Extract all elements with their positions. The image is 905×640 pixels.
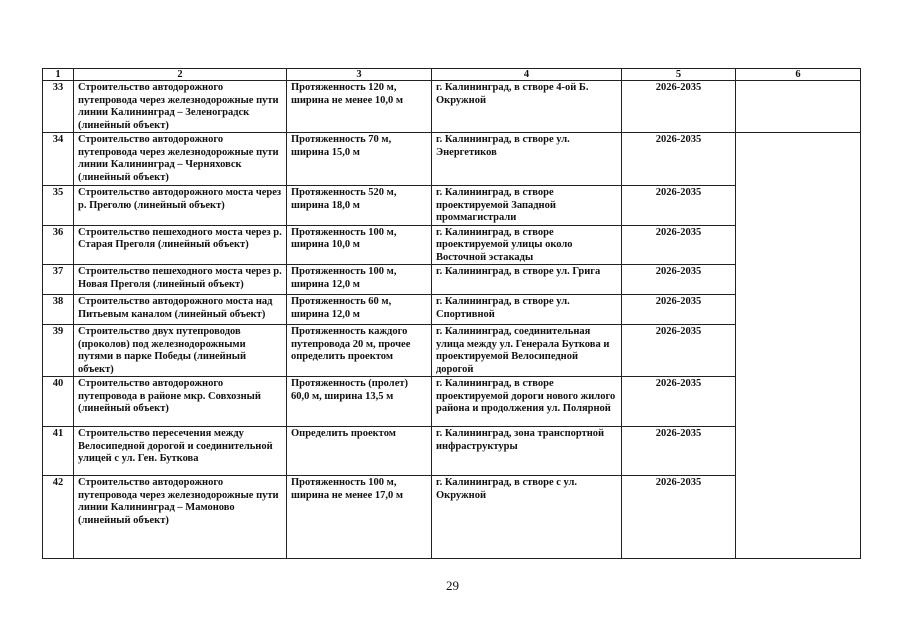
- row-number: 35: [43, 186, 74, 226]
- object-period: 2026-2035: [622, 476, 736, 559]
- object-period: 2026-2035: [622, 225, 736, 265]
- object-location: г. Калининград, в створе ул. Спортивной: [432, 295, 622, 325]
- object-note: [736, 186, 861, 226]
- object-note: [736, 427, 861, 476]
- row-number: 37: [43, 265, 74, 295]
- table-row: [43, 186, 861, 226]
- row-number: 36: [43, 225, 74, 265]
- object-params: Протяженность 120 м, ширина не менее 10,0 м: [287, 81, 432, 133]
- table-row: [43, 225, 861, 265]
- table-row: [43, 295, 861, 325]
- object-params: Протяженность 100 м, ширина не менее 17,0 м: [287, 476, 432, 559]
- object-period: 2026-2035: [622, 265, 736, 295]
- row-number: 34: [43, 133, 74, 186]
- object-name: Строительство автодорожного путепровода через железнодорожные пути линии Калининград – Мамоново (линейный объект): [74, 476, 287, 559]
- object-note: [736, 265, 861, 295]
- row-number: 33: [43, 81, 74, 133]
- table-row: [43, 427, 861, 476]
- object-name: Строительство пешеходного моста через р. Старая Преголя (линейный объект): [74, 225, 287, 265]
- object-note: [736, 325, 861, 377]
- object-params: Протяженность 520 м, ширина 18,0 м: [287, 186, 432, 226]
- object-location: г. Калининград, в створе ул. Энергетиков: [432, 133, 622, 186]
- row-number: 38: [43, 295, 74, 325]
- object-location: г. Калининград, в створе 4-ой Б. Окружной: [432, 81, 622, 133]
- object-note: [736, 377, 861, 427]
- object-params: Протяженность 100 м, ширина 12,0 м: [287, 265, 432, 295]
- object-name: Строительство автодорожного моста через р. Преголю (линейный объект): [74, 186, 287, 226]
- object-params: Протяженность 70 м, ширина 15,0 м: [287, 133, 432, 186]
- object-name: Строительство автодорожного моста над Питьевым каналом (линейный объект): [74, 295, 287, 325]
- object-name: Строительство пересечения между Велосипедной дорогой и соединительной улицей с ул. Ген. Буткова: [74, 427, 287, 476]
- object-period: 2026-2035: [622, 427, 736, 476]
- object-location: г. Калининград, в створе проектируемой дороги нового жилого района и продолжения ул. Полярной: [432, 377, 622, 427]
- object-name: Строительство двух путепроводов (проколов) под железнодорожными путями в парке Победы (линейный объект): [74, 325, 287, 377]
- table-row: [43, 265, 861, 295]
- object-name: Строительство автодорожного путепровода через железнодорожные пути линии Калининград – Зеленоградск (линейный объект): [74, 81, 287, 133]
- table-row: [43, 81, 861, 133]
- object-location: г. Калининград, зона транспортной инфраструктуры: [432, 427, 622, 476]
- object-location: г. Калининград, в створе проектируемой Западной проммагистрали: [432, 186, 622, 226]
- object-name: Строительство автодорожного путепровода через железнодорожные пути линии Калининград – Черняховск (линейный объект): [74, 133, 287, 186]
- row-number: 40: [43, 377, 74, 427]
- object-period: 2026-2035: [622, 377, 736, 427]
- object-note: [736, 295, 861, 325]
- header-col-1: 1: [43, 69, 74, 81]
- table-row: [43, 325, 861, 377]
- object-name: Строительство автодорожного путепровода в районе мкр. Совхозный (линейный объект): [74, 377, 287, 427]
- object-name: Строительство пешеходного моста через р. Новая Преголя (линейный объект): [74, 265, 287, 295]
- header-col-6: 6: [736, 69, 861, 81]
- object-period: 2026-2035: [622, 81, 736, 133]
- row-number: 42: [43, 476, 74, 559]
- object-location: г. Калининград, соединительная улица между ул. Генерала Буткова и проектируемой Велосипедной дорогой: [432, 325, 622, 377]
- row-number: 41: [43, 427, 74, 476]
- object-period: 2026-2035: [622, 186, 736, 226]
- table-row: [43, 476, 861, 559]
- object-params: Протяженность (пролет) 60,0 м, ширина 13,5 м: [287, 377, 432, 427]
- object-location: г. Калининград, в створе с ул. Окружной: [432, 476, 622, 559]
- object-note: [736, 81, 861, 133]
- object-params: Протяженность 60 м, ширина 12,0 м: [287, 295, 432, 325]
- header-col-3: 3: [287, 69, 432, 81]
- header-col-4: 4: [432, 69, 622, 81]
- object-params: Протяженность каждого путепровода 20 м, прочее определить проектом: [287, 325, 432, 377]
- header-col-2: 2: [74, 69, 287, 81]
- row-number: 39: [43, 325, 74, 377]
- header-col-5: 5: [622, 69, 736, 81]
- object-location: г. Калининград, в створе проектируемой улицы около Восточной эстакады: [432, 225, 622, 265]
- object-note: [736, 476, 861, 559]
- table-header-row: [43, 69, 861, 81]
- object-params: Определить проектом: [287, 427, 432, 476]
- page-number: 29: [446, 578, 459, 593]
- object-period: 2026-2035: [622, 295, 736, 325]
- table-row: [43, 133, 861, 186]
- objects-table: [42, 68, 861, 559]
- object-period: 2026-2035: [622, 133, 736, 186]
- object-note: [736, 133, 861, 186]
- table-row: [43, 377, 861, 427]
- object-location: г. Калининград, в створе ул. Грига: [432, 265, 622, 295]
- object-note: [736, 225, 861, 265]
- object-period: 2026-2035: [622, 325, 736, 377]
- object-params: Протяженность 100 м, ширина 10,0 м: [287, 225, 432, 265]
